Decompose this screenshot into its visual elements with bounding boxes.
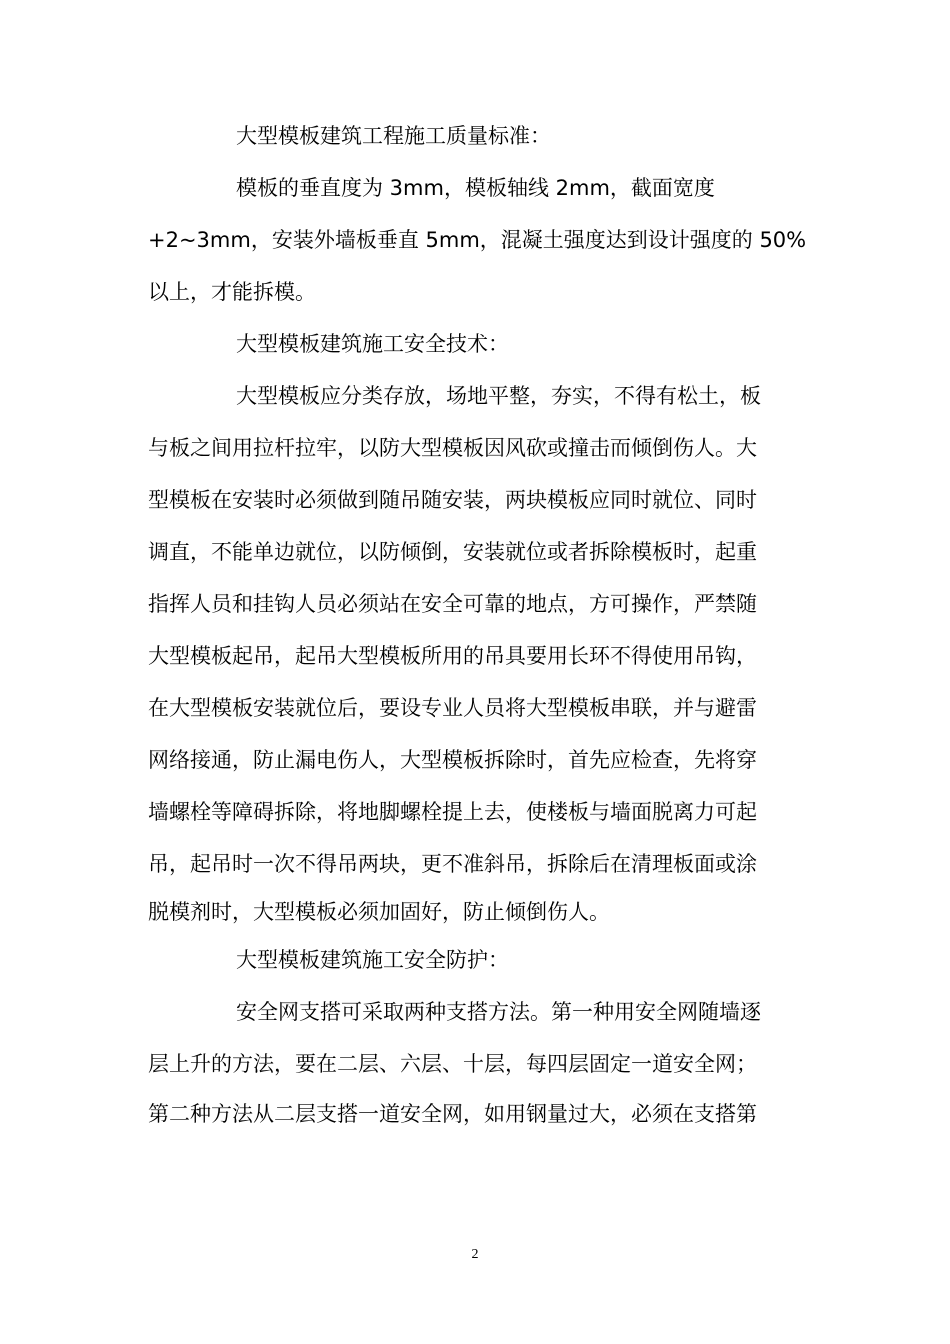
paragraph-line: 调直，不能单边就位，以防倾倒，安装就位或者拆除模板时，起重 xyxy=(148,540,757,564)
paragraph-line: 网络接通，防止漏电伤人，大型模板拆除时，首先应检查，先将穿 xyxy=(148,748,757,772)
paragraph-line: 第二种方法从二层支搭一道安全网，如用钢量过大，必须在支搭第 xyxy=(148,1102,757,1126)
heading-safety-protection: 大型模板建筑施工安全防护： xyxy=(236,948,509,972)
heading-quality-standard: 大型模板建筑工程施工质量标准： xyxy=(236,124,551,148)
paragraph-line: 以上，才能拆模。 xyxy=(148,280,316,304)
paragraph-line: 层上升的方法，要在二层、六层、十层，每四层固定一道安全网； xyxy=(148,1052,757,1076)
paragraph-line: 模板的垂直度为 3mm，模板轴线 2mm，截面宽度 xyxy=(236,176,715,200)
paragraph-line: 型模板在安装时必须做到随吊随安装，两块模板应同时就位、同时 xyxy=(148,488,757,512)
paragraph-line: 与板之间用拉杆拉牢，以防大型模板因风砍或撞击而倾倒伤人。大 xyxy=(148,436,757,460)
paragraph-line: 墙螺栓等障碍拆除，将地脚螺栓提上去，使楼板与墙面脱离力可起 xyxy=(148,800,757,824)
paragraph-line: 安全网支搭可采取两种支搭方法。第一种用安全网随墙逐 xyxy=(236,1000,761,1024)
paragraph-line: 大型模板应分类存放，场地平整，夯实，不得有松土，板 xyxy=(236,384,761,408)
heading-safety-technique: 大型模板建筑施工安全技术： xyxy=(236,332,509,356)
paragraph-line: +2~3mm，安装外墙板垂直 5mm，混凝土强度达到设计强度的 50% xyxy=(148,228,807,252)
paragraph-line: 大型模板起吊，起吊大型模板所用的吊具要用长环不得使用吊钩， xyxy=(148,644,757,668)
paragraph-line: 在大型模板安装就位后，要设专业人员将大型模板串联，并与避雷 xyxy=(148,696,757,720)
paragraph-line: 指挥人员和挂钩人员必须站在安全可靠的地点，方可操作，严禁随 xyxy=(148,592,757,616)
paragraph-line: 脱模剂时，大型模板必须加固好，防止倾倒伤人。 xyxy=(148,900,610,924)
paragraph-line: 吊，起吊时一次不得吊两块，更不准斜吊，拆除后在清理板面或涂 xyxy=(148,852,757,876)
page-number: 2 xyxy=(471,1247,479,1262)
